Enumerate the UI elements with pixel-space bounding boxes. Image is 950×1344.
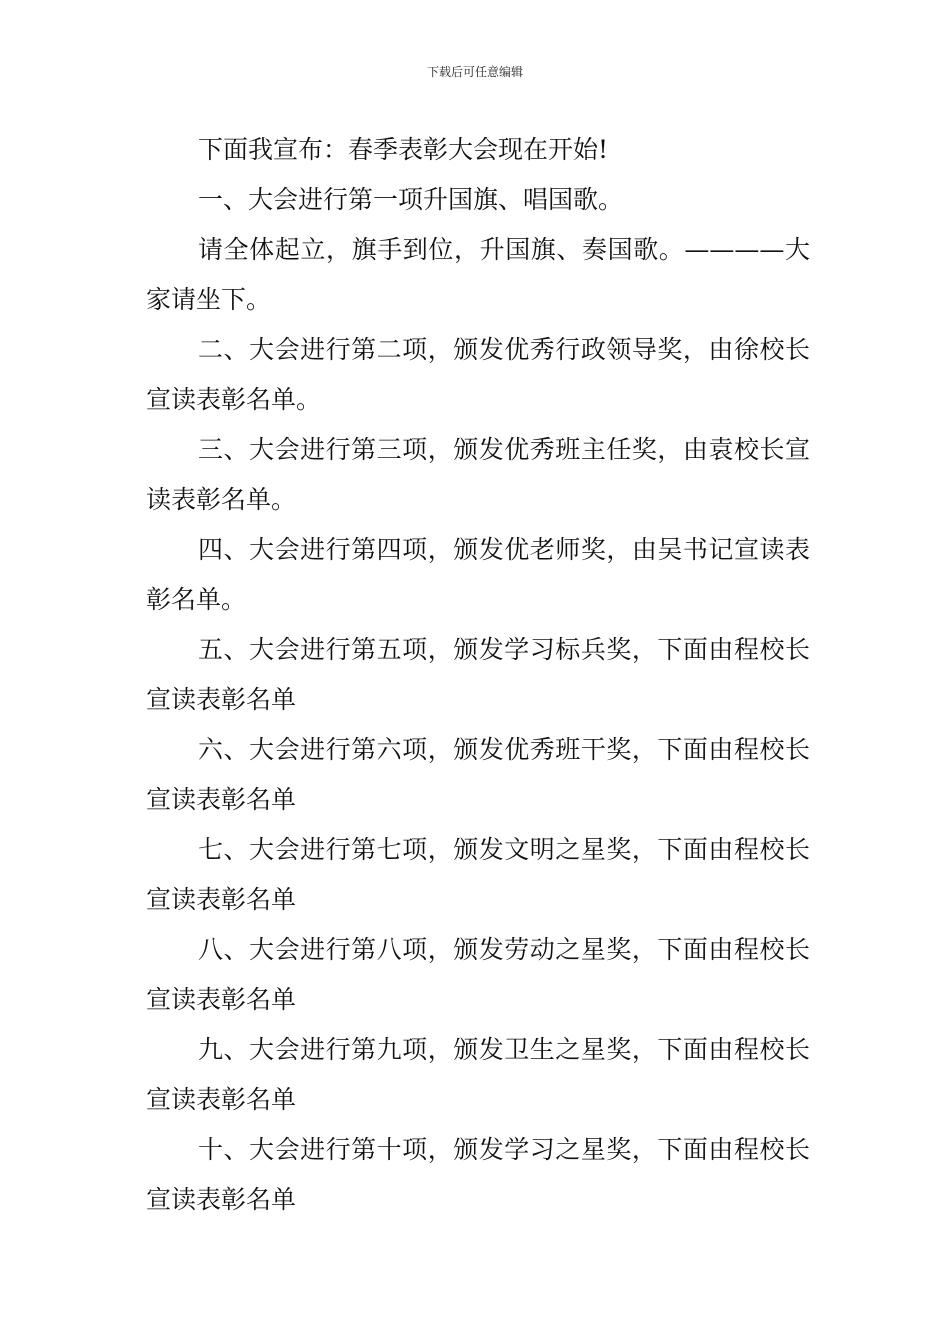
paragraph-item-4: 四、大会进行第四项，颁发优老师奖，由吴书记宣读表彰名单。 [146,535,810,614]
paragraph-anthem-instruction: 请全体起立，旗手到位，升国旗、奏国歌。————大家请坐下。 [146,235,810,314]
paragraph-item-7: 七、大会进行第七项，颁发文明之星奖，下面由程校长宣读表彰名单 [146,835,810,914]
paragraph-item-2: 二、大会进行第二项，颁发优秀行政领导奖，由徐校长宣读表彰名单。 [146,335,810,414]
paragraph-item-5: 五、大会进行第五项，颁发学习标兵奖，下面由程校长宣读表彰名单 [146,635,810,714]
document-body [146,125,810,1225]
paragraph-item-10: 十、大会进行第十项，颁发学习之星奖，下面由程校长宣读表彰名单 [146,1135,810,1214]
paragraph-opening: 下面我宣布：春季表彰大会现在开始! [198,135,609,164]
paragraph-item-8: 八、大会进行第八项，颁发劳动之星奖，下面由程校长宣读表彰名单 [146,935,810,1014]
paragraph-item-9: 九、大会进行第九项，颁发卫生之星奖，下面由程校长宣读表彰名单 [146,1035,810,1114]
paragraph-item-1: 一、大会进行第一项升国旗、唱国歌。 [198,185,624,214]
page-header: 下载后可任意编辑 [426,65,523,79]
paragraph-item-6: 六、大会进行第六项，颁发优秀班干奖，下面由程校长宣读表彰名单 [146,735,810,814]
paragraph-item-3: 三、大会进行第三项，颁发优秀班主任奖，由袁校长宣读表彰名单。 [146,435,810,514]
